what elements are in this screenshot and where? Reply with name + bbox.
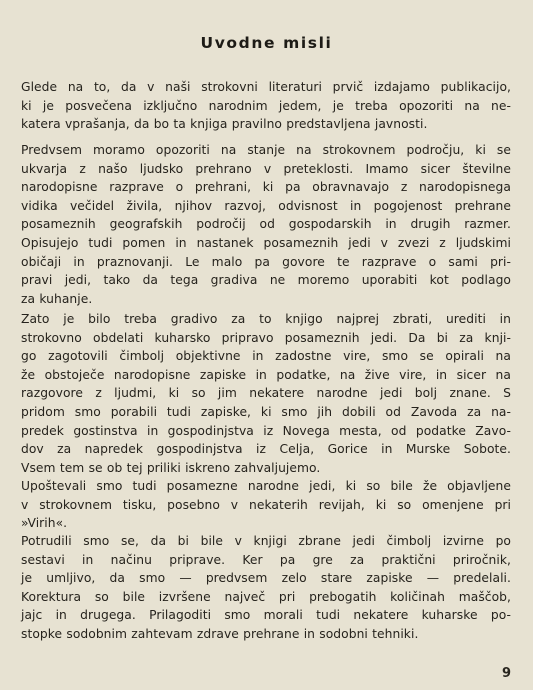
text-line: Glede na to, da v naši strokovni literaturi prvič izdajamo publikacijo, [21,80,511,94]
text-line: Vsem tem se ob tej priliki iskreno zahvaljujemo. [21,460,321,475]
text-line: za kuhanje. [21,291,93,306]
paragraph-5 [21,532,511,644]
paragraph-2 [21,141,511,308]
text-line: v strokovnem tisku, posebno v nekaterih revijah, ki so omenjene pri [21,497,511,512]
paragraph-3 [21,310,511,477]
text-line: Opisujejo tudi pomen in nastanek posameznih jedi v zvezi z ljudskimi [21,235,511,250]
text-line: Upoštevali smo tudi posamezne narodne jedi, ki so bile že objavljene [21,479,511,493]
text-line: Potrudili smo se, da bi bile v knjigi zbrane jedi čimbolj izvirne po [21,534,511,548]
text-line: je umljivo, da smo — predvsem zelo stare zapiske — predelali. [21,571,511,586]
text-line: pravi jedi, tako da tega gradiva ne moremo uporabiti kot podlago [21,273,511,288]
text-line: dov za napredek gospodinjstva iz Celja, Gorice in Murske Sobote. [21,442,511,457]
paragraph-1 [21,78,511,134]
text-line: go zagotovili čimbolj objektivne in zadostne vire, smo se opirali na [21,349,511,364]
text-line: Predvsem moramo opozoriti na stanje na strokovnem področju, ki se [21,143,511,157]
text-line: »Virih«. [21,516,68,531]
text-line: že obstoječe narodopisne zapiske in podatke, na žive vire, in sicer na [21,367,511,382]
paragraph-4 [21,477,511,533]
text-line: jajc in drugega. Prilagoditi smo morali tudi nekatere kuharske po- [21,608,511,623]
text-line: Zato je bilo treba gradivo za to knjigo najprej zbrati, urediti in [21,312,511,326]
text-line: sestavi in načinu priprave. Ker pa gre za praktični priročnik, [21,552,511,567]
text-line: vidika večidel živila, njihov razvoj, odvisnost in pogojenost prehrane [21,198,511,213]
text-line: narodopisne razprave o prehrani, ki pa obravnavajo z narodopisnega [21,180,511,195]
text-line: razgovore z ljudmi, ki so jim nekatere narodne jedi bolj znane. S [21,386,511,401]
text-line: običaji in praznovanji. Le malo pa govore te razprave o sami pri- [21,254,511,269]
text-line: strokovno obdelati kuharsko pripravo posameznih jedi. Da bi za knji- [21,330,511,345]
text-line: ki je posvečena izključno narodnim jedem, je treba opozoriti na ne- [21,98,511,113]
text-line: pridom smo porabili tudi zapiske, ki smo jih dobili od Zavoda za na- [21,404,511,419]
text-line: stopke sodobnim zahtevam zdrave prehrane in sodobni tehniki. [21,626,419,641]
text-line: posameznih geografskih področij od gospodarskih in drugih razmer. [21,217,511,232]
text-line: Korektura so bile izvršene največ pri prebogatih količinah maščob, [21,589,511,604]
text-line: predek gostinstva in gospodinjstva iz Novega mesta, od podatke Zavo- [21,423,511,438]
text-line: ukvarja z našo ljudsko prehrano v preteklosti. Imamo sicer številne [21,161,511,176]
page-number: 9 [501,666,511,681]
page-title: Uvodne misli [200,34,333,52]
text-line: katera vprašanja, da bo ta knjiga pravilno predstavljena javnosti. [21,117,428,132]
